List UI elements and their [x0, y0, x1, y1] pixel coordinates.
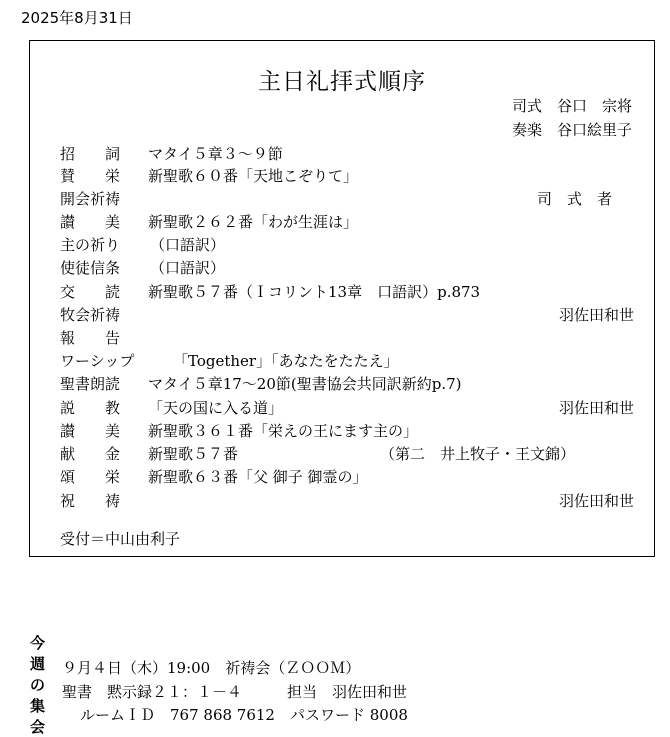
service-item-scripture-reading — [60, 373, 634, 395]
service-item-announcements — [60, 327, 634, 349]
service-item-praise-2 — [60, 420, 634, 442]
weekly-line-prayer-meeting: ９月４日（木）19:00 祈祷会（ＺＯＯＭ） — [62, 659, 361, 677]
service-item-doxology-closing — [60, 466, 634, 488]
item-label: 開会祈祷 — [60, 190, 121, 208]
item-person: 羽佐田和世 — [558, 399, 634, 417]
item-content: 新聖歌６０番「天地こぞりて」 — [148, 167, 359, 185]
item-label: 献 金 — [60, 445, 121, 463]
item-label: 讃 美 — [60, 213, 121, 231]
item-content: マタイ５章３～９節 — [148, 145, 283, 163]
document-date: 2025年8月31日 — [21, 9, 133, 27]
item-content: 新聖歌５７番（Ｉコリント13章 口語訳）p.873 — [148, 283, 481, 301]
item-label: 賛 栄 — [60, 167, 121, 185]
item-content: 新聖歌３６１番「栄えの王にます主の」 — [148, 422, 419, 440]
item-label: ワーシップ — [60, 352, 135, 370]
offering-servers: （第二 井上牧子・王文錦） — [380, 445, 576, 463]
item-content: （口語訳） — [150, 259, 226, 277]
item-content: 新聖歌２６２番「わが生涯は」 — [148, 213, 359, 231]
item-content: 「天の国に入る道」 — [148, 399, 284, 417]
service-item-responsive-reading — [60, 281, 634, 303]
item-label: 讃 美 — [60, 422, 121, 440]
item-person: 羽佐田和世 — [558, 306, 634, 324]
item-label: 聖書朗読 — [60, 375, 121, 393]
item-content: 新聖歌５７番 — [148, 445, 239, 463]
officiant: 司式 谷口 宗将 — [511, 97, 632, 115]
item-label: 頌 栄 — [60, 468, 121, 486]
item-label: 説 教 — [60, 399, 121, 417]
item-label: 交 読 — [60, 283, 121, 301]
organist: 奏楽 谷口絵里子 — [511, 121, 632, 139]
service-item-sermon — [60, 397, 634, 419]
item-label: 牧会祈祷 — [60, 306, 121, 324]
item-label: 主の祈り — [60, 236, 121, 254]
item-label: 祝 祷 — [60, 492, 121, 510]
item-content: （口語訳） — [150, 236, 226, 254]
item-label: 使徒信条 — [60, 259, 121, 277]
service-item-praise-1 — [60, 211, 634, 233]
item-person: 羽佐田和世 — [558, 492, 634, 510]
weekly-meetings-title: 今週の集会 — [30, 634, 46, 736]
service-item-apostles-creed — [60, 257, 634, 279]
item-person: 司 式 者 — [536, 190, 612, 208]
service-item-invocation — [60, 143, 634, 165]
service-item-offering — [60, 443, 634, 465]
item-content: 新聖歌６３番「父 御子 御霊の」 — [148, 468, 368, 486]
service-item-opening-prayer — [60, 188, 634, 210]
service-item-lords-prayer — [60, 234, 634, 256]
item-label: 報 告 — [60, 329, 121, 347]
item-label: 招 詞 — [60, 145, 121, 163]
service-title: 主日礼拝式順序 — [258, 69, 426, 95]
service-item-worship — [60, 350, 634, 372]
service-item-doxology-opening — [60, 165, 634, 187]
weekly-line-scripture: 聖書 黙示録２１：１－４ 担当 羽佐田和世 — [62, 683, 408, 701]
item-content: 「Together」「あなたをたたえ」 — [173, 352, 399, 370]
item-content: マタイ５章17～20節(聖書協会共同訳新約p.7) — [148, 375, 462, 393]
order-of-service-box — [29, 40, 655, 557]
weekly-line-zoom-room: ルームＩＤ 767 868 7612 パスワード 8008 — [80, 706, 408, 724]
reception-duty: 受付＝中山由利子 — [60, 530, 181, 548]
service-item-benediction — [60, 490, 634, 512]
service-item-pastoral-prayer — [60, 304, 634, 326]
